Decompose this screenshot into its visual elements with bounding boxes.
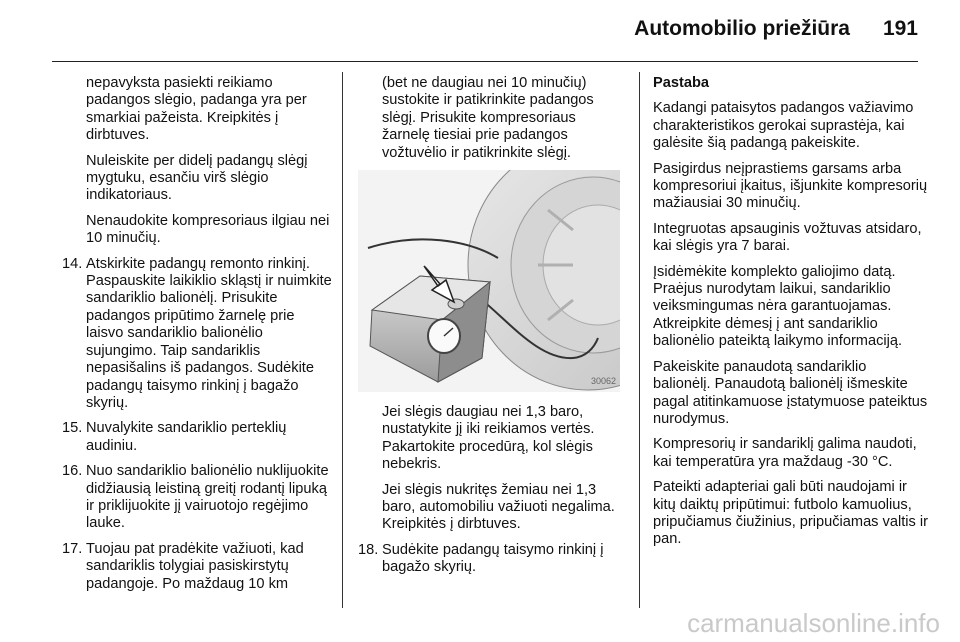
step-text: Tuojau pat pradėkite važiuoti, kad sandariklis tolygiai pasiskirstytų padangoje. Po maždaug 10 km — [86, 540, 304, 592]
step-number: 18. — [358, 541, 379, 558]
paragraph: Nenaudokite kompresoriaus ilgiau nei 10 minučių. — [86, 212, 330, 247]
step-text: Sudėkite padangų taisymo rinkinį į bagažo skyrių. — [382, 541, 604, 576]
step-number: 17. — [62, 540, 83, 557]
page-number: 191 — [882, 17, 918, 40]
paragraph: Pakeiskite panaudotą sandariklio balionėlį. Panaudotą balionėlį išmeskite pagal atitinkamuose įstatymuose pateiktus nurodymus. — [653, 358, 928, 427]
step-item — [62, 420, 334, 455]
step-text: Nuo sandariklio balionėlio nuklijuokite didžiausią leistiną greitį rodantį lipuką ir priklijuokite jį vairuotojo regėjimo lauke. — [86, 463, 329, 532]
paragraph: Kompresorių ir sandariklį galima naudoti, kai temperatūra yra maždaug -30 °C. — [653, 436, 917, 470]
paragraph: Įsidėmėkite komplekto galiojimo datą. Praėjus nurodytam laikui, sandariklio veiksmingumas nėra garantuojamas. Atkreipkite dėmesį į ant sandariklio balionėlio pateiktą laikymo informaciją. — [653, 263, 903, 350]
step-text: Atskirkite padangų remonto rinkinį. Paspauskite laikiklio skląstį ir nuimkite sandariklio balionėlį. Prisukite padangos pripūtimo žarnelę prie laisvo sandariklio balionėlio sujungimo. Taip sandariklis nepasišalins iš padangos. Sudėkite padangų taisymo rinkinį į bagažo skyrių. — [86, 255, 332, 411]
note-heading: Pastaba — [653, 75, 709, 91]
step-item — [62, 541, 334, 593]
figure-code: 30062 — [590, 375, 616, 386]
paragraph: Integruotas apsauginis vožtuvas atsidaro, kai slėgis yra 7 barai. — [653, 220, 922, 255]
note-text: Kadangi pataisytos padangos važiavimo charakteristikos gerokai suprastėja, kai galėsite šią padangą pakeiskite. — [653, 100, 914, 152]
page-header — [0, 0, 960, 62]
paragraph: Pasigirdus neįprastiems garsams arba kompresoriui įkaitus, išjunkite kompresorių mažiausiai 30 minučių. — [653, 160, 928, 212]
paragraph: Jei slėgis daugiau nei 1,3 baro, nustatykite jį iki reikiamos vertės. Pakartokite procedūrą, kol slėgis nebekris. — [382, 404, 595, 473]
step-number: 14. — [62, 255, 83, 272]
header-divider — [52, 61, 918, 62]
step-item — [358, 542, 624, 577]
compressor-illustration — [358, 170, 620, 392]
paragraph: (bet ne daugiau nei 10 minučių) sustokite ir patikrinkite padangos slėgį. Prisukite kompresoriaus žarnelę tiesiai prie padangos vožtuvėlio ir patikrinkite slėgį. — [382, 75, 594, 161]
column-1 — [62, 75, 334, 601]
compressor-tire-drawing — [358, 170, 620, 392]
paragraph: nepavyksta pasiekti reikiamo padangos slėgio, padanga yra per smarkiai pažeista. Kreipkitės į dirbtuves. — [86, 75, 307, 144]
column-divider-2 — [639, 72, 640, 608]
paragraph: Pateikti adapteriai gali būti naudojami ir kitų daiktų pripūtimui: futbolo kamuolius, pripučiamus čiužinius, pripučiamas valtis ir pan. — [653, 479, 928, 548]
step-text: Nuvalykite sandariklio perteklių audiniu. — [86, 420, 287, 454]
column-divider-1 — [342, 72, 343, 608]
page-title: Automobilio priežiūra — [634, 17, 850, 40]
step-item — [62, 463, 334, 533]
paragraph: Jei slėgis nukritęs žemiau nei 1,3 baro, automobiliu važiuoti negalima. Kreipkitės į dirbtuves. — [382, 481, 615, 533]
step-number: 15. — [62, 420, 83, 437]
step-item — [62, 256, 334, 413]
column-2 — [358, 75, 624, 585]
paragraph: Nuleiskite per didelį padangų slėgį mygtuku, esančiu virš slėgio indikatoriaus. — [86, 152, 308, 204]
column-3 — [653, 75, 928, 557]
step-number: 16. — [62, 463, 83, 480]
watermark: carmanualsonline.info — [687, 608, 940, 638]
